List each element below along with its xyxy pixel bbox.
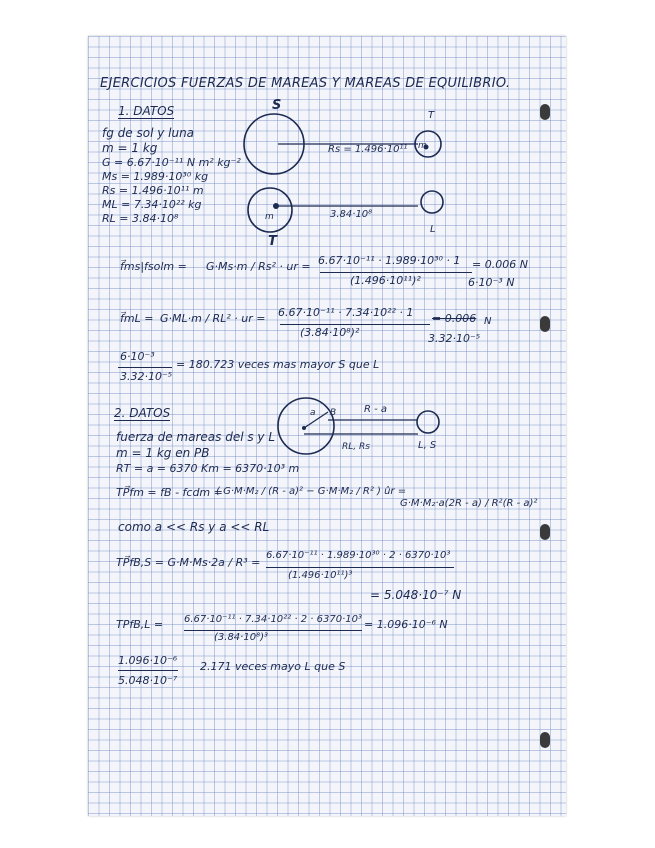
force-moon-denominator: (3.84·10⁸)² [300, 326, 360, 339]
force-sun-denominator: (1.496·10¹¹)² [350, 274, 421, 287]
binder-hole [540, 316, 550, 332]
fraction-line [118, 670, 178, 671]
force-sun-result-2: 6·10⁻³ N [468, 276, 515, 289]
ex1-data-line: Rs = 1.496·10¹¹ m [102, 184, 204, 197]
ex2-heading: 2. DATOS [114, 406, 171, 420]
moon-label: L [430, 224, 436, 235]
force-moon-expr: G·ML·m / RL² · ur = [160, 312, 266, 325]
radius-line [304, 412, 328, 428]
sun-label: S [272, 98, 282, 113]
b-label: B [330, 408, 337, 418]
ls-label: L, S [418, 440, 437, 451]
ratio1-denominator: 3.32·10⁻⁵ [120, 370, 173, 383]
notebook-sheet [88, 36, 566, 816]
binder-hole [540, 524, 550, 540]
binder-hole [540, 104, 550, 120]
ratio2-denominator: 5.048·10⁻⁷ [118, 674, 178, 687]
tp-rhs: G·M·M₂·a(2R - a) / R²(R - a)² [400, 498, 538, 509]
force-sun-expr: G·Ms·m / Rs² · ur = [206, 260, 311, 273]
ex2-data-line: m = 1 kg en PB [116, 446, 210, 460]
moon-sun-circle [417, 411, 439, 433]
tpb-l-denominator: (3.84·10⁸)³ [214, 632, 268, 643]
earth-top-mass: m [418, 141, 427, 151]
tpb-l-result: = 1.096·10⁻⁶ N [364, 618, 448, 631]
tpb-l-lhs: TPfB,L = [116, 618, 164, 631]
force-moon-unit: N [484, 316, 492, 327]
binder-hole [540, 732, 550, 748]
tpb-s-result: = 5.048·10⁻⁷ N [370, 588, 462, 602]
earth-top-label: T [428, 110, 435, 121]
moon-distance-label: 3.84·10⁸ [330, 209, 373, 220]
sun-distance-label: Rs = 1.496·10¹¹ [328, 144, 408, 155]
ex1-data-line: G = 6.67·10⁻¹¹ N m² kg⁻² [102, 156, 241, 169]
tpb-s-lhs: TP⃗fB,S = G·M·Ms·2a / R³ = [116, 556, 261, 569]
force-sun-numerator: 6.67·10⁻¹¹ · 1.989·10³⁰ · 1 [318, 254, 461, 267]
fraction-line [266, 567, 454, 568]
tpb-l-numerator: 6.67·10⁻¹¹ · 7.34·10²² · 2 · 6370·10³ [184, 614, 362, 625]
ex1-data-line: m = 1 kg [102, 141, 158, 155]
earth-bottom-circle [248, 188, 292, 232]
earth-bottom-label: T [268, 234, 277, 249]
como-line: como a << Rs y a << RL [118, 520, 270, 534]
earth-bottom-mass: m [265, 212, 274, 222]
ex1-data-line: RL = 3.84·10⁸ [102, 212, 179, 225]
force-moon-lhs: f⃗mL = [120, 312, 154, 325]
ratio2-numerator: 1.096·10⁻⁶ [118, 654, 178, 667]
distances-label: RL, Rs [342, 442, 370, 452]
force-moon-numerator: 6.67·10⁻¹¹ · 7.34·10²² · 1 [278, 306, 414, 319]
ex1-data-line: ML = 7.34·10²² kg [102, 198, 202, 211]
ratio1-numerator: 6·10⁻³ [120, 350, 155, 363]
tpb-s-denominator: (1.496·10¹¹)³ [288, 570, 353, 581]
force-sun-lhs: f⃗ms|fsolm = [120, 260, 187, 273]
fraction-line [118, 367, 172, 368]
tpb-s-numerator: 6.67·10⁻¹¹ · 1.989·10³⁰ · 2 · 6370·10³ [266, 550, 451, 561]
ex1-data-line: Ms = 1.989·10³⁰ kg [102, 170, 209, 183]
force-moon-crossed: = 0.006 [432, 312, 477, 325]
force-sun-result: = 0.006 N [472, 258, 528, 271]
tp-lhs: TP⃗fm = fB - fcdm = [116, 486, 223, 499]
ex1-data-line: fg de sol y luna [102, 126, 195, 140]
force-moon-result: 3.32·10⁻⁵ [428, 332, 481, 345]
a-label: a [310, 408, 316, 418]
ex2-data-line: RT = a = 6370 Km = 6370·10³ m [116, 462, 300, 475]
moon-circle [421, 191, 443, 213]
ex1-heading: 1. DATOS [118, 104, 175, 118]
tp-mid: ( G·M·M₂ / (R - a)² − G·M·M₂ / R² ) ûr = [216, 486, 407, 497]
page-title: EJERCICIOS FUERZAS DE MAREAS Y MAREAS DE EQUILIBRIO. [100, 76, 511, 91]
ratio2-text: 2.171 veces mayo L que S [200, 660, 346, 673]
ratio1-text: = 180.723 veces mas mayor S que L [176, 358, 380, 371]
r-minus-a-label: R - a [364, 404, 388, 415]
fraction-line [184, 630, 362, 631]
ex2-data-line: fuerza de mareas del s y L [116, 430, 276, 444]
